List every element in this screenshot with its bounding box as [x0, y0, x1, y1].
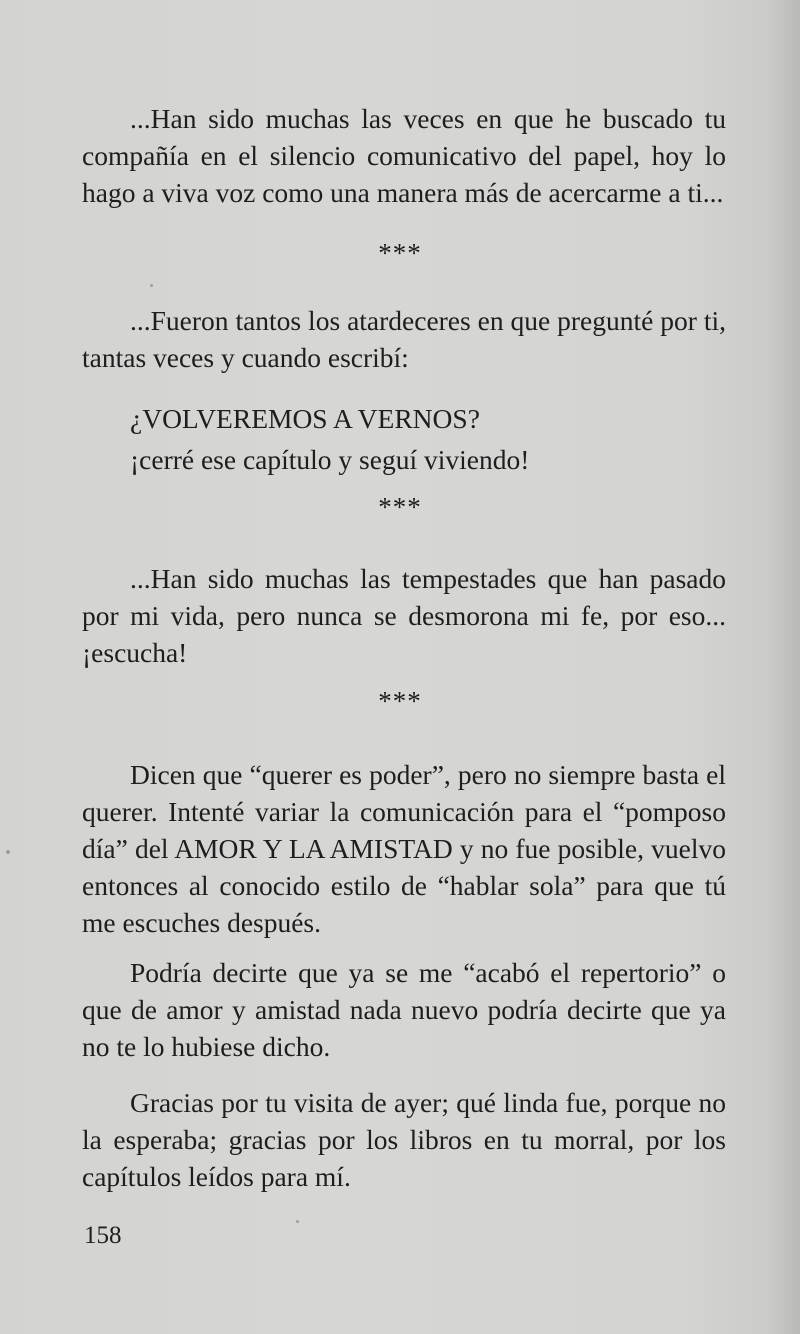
section-separator-2: ***: [378, 492, 422, 522]
closing-line: ¡cerré ese capítulo y seguí viviendo!: [130, 444, 530, 475]
scan-speck: [6, 850, 10, 854]
paragraph-3: ...Han sido muchas las tempestades que han pasado por mi vida, pero nunca se desmorona mi fe, por eso... ¡escucha!: [82, 563, 726, 668]
question-line: ¿VOLVEREMOS A VERNOS?: [130, 403, 480, 434]
scan-speck: [296, 1220, 299, 1223]
section-separator-1: ***: [378, 238, 422, 268]
paragraph-1: ...Han sido muchas las veces en que he buscado tu compañía en el silencio comunicativo del papel, hoy lo hago a viva voz como una manera más de acercarme a ti...: [82, 103, 726, 208]
section-separator-3: ***: [378, 686, 422, 716]
paragraph-5: Podría decirte que ya se me “acabó el repertorio” o que de amor y amistad nada nuevo podría decirte que ya no te lo hubiese dicho.: [82, 957, 726, 1062]
paragraph-6: Gracias por tu visita de ayer; qué linda fue, porque no la esperaba; gracias por los libros en tu morral, por los capítulos leídos para mí.: [82, 1087, 726, 1192]
paragraph-2: ...Fueron tantos los atardeceres en que pregunté por ti, tantas veces y cuando escribí:: [82, 305, 726, 373]
page-number: 158: [84, 1222, 122, 1249]
scan-speck: [150, 284, 153, 287]
paragraph-4: Dicen que “querer es poder”, pero no siempre basta el querer. Intenté variar la comunicación para el “pomposo día” del AMOR Y LA AMISTAD y no fue posible, vuelvo entonces al conocido estilo de “hablar sola” para que tú me escuches después.: [82, 759, 726, 938]
